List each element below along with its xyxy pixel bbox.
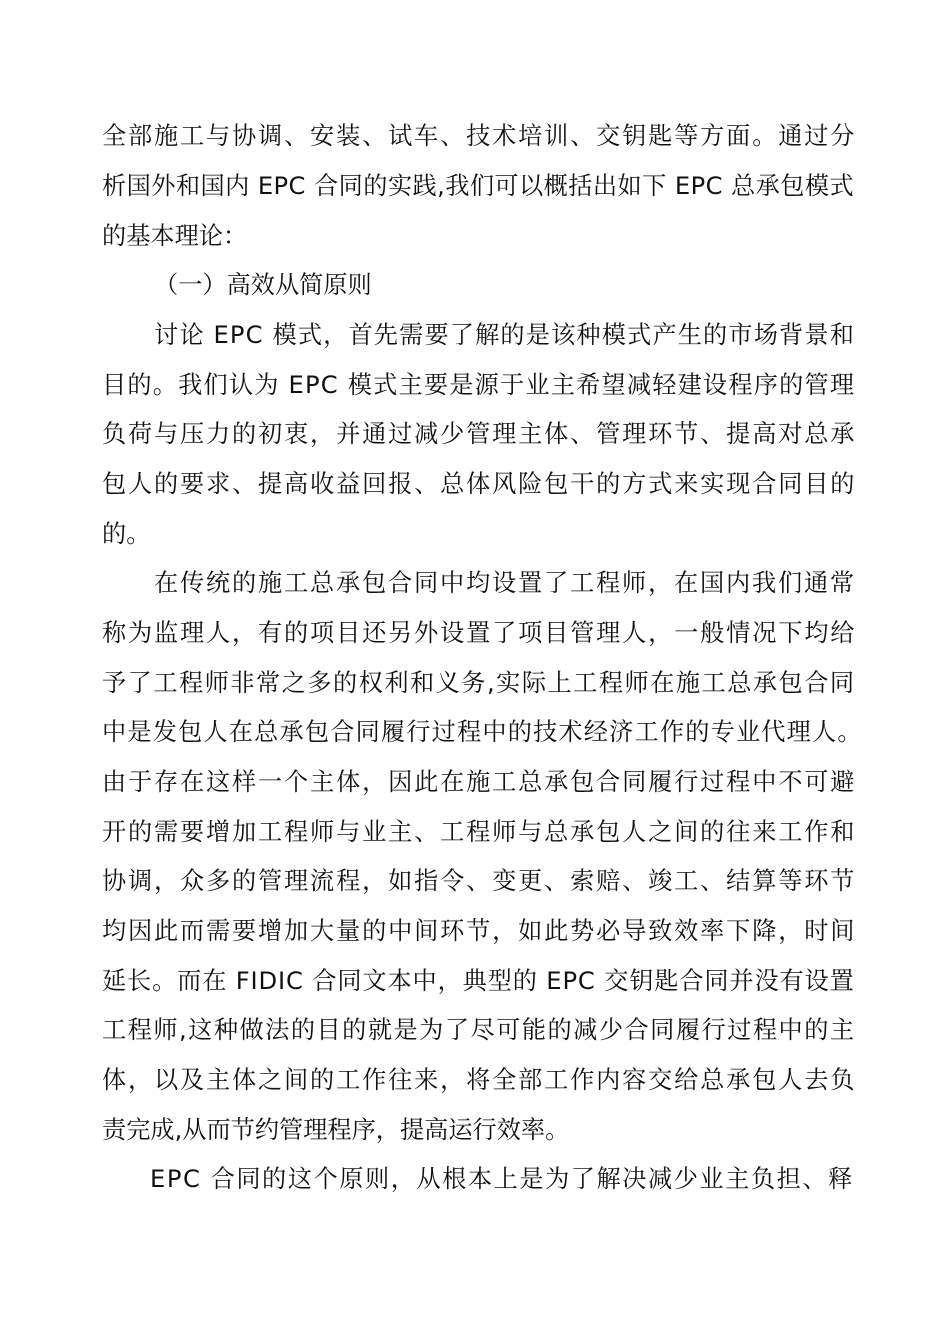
text-line: 包人的要求、提高收益回报、总体风险包干的方式来实现合同目的 bbox=[102, 470, 857, 498]
text-line: 目的。我们认为 EPC 模式主要是源于业主希望减轻建设程序的管理 bbox=[102, 371, 856, 399]
text-line: 开的需要增加工程师与业主、工程师与总承包人之间的往来工作和 bbox=[102, 818, 857, 846]
text-line: 全部施工与协调、安装、试车、技术培训、交钥匙等方面。通过分 bbox=[102, 122, 857, 150]
text-line: 称为监理人，有的项目还另外设置了项目管理人，一般情况下均给 bbox=[102, 619, 857, 647]
text-line: 责完成,从而节约管理程序，提高运行效率。 bbox=[102, 1116, 570, 1144]
text-line: 予了工程师非常之多的权利和义务,实际上工程师在施工总承包合同 bbox=[102, 669, 856, 697]
text-line: 讨论 EPC 模式，首先需要了解的是该种模式产生的市场背景和 bbox=[154, 321, 856, 349]
text-line: 均因此而需要增加大量的中间环节，如此势必导致效率下降，时间 bbox=[102, 917, 857, 945]
text-line: 由于存在这样一个主体，因此在施工总承包合同履行过程中不可避 bbox=[102, 768, 857, 796]
text-line: 析国外和国内 EPC 合同的实践,我们可以概括出如下 EPC 总承包模式 bbox=[102, 172, 855, 200]
text-line: 在传统的施工总承包合同中均设置了工程师，在国内我们通常 bbox=[154, 569, 856, 597]
text-line: 中是发包人在总承包合同履行过程中的技术经济工作的专业代理人。 bbox=[102, 718, 863, 746]
text-line: 延长。而在 FIDIC 合同文本中，典型的 EPC 交钥匙合同并没有设置 bbox=[102, 967, 855, 995]
text-line: 的基本理论： bbox=[102, 222, 248, 250]
section-heading: （一）高效从简原则 bbox=[154, 271, 372, 299]
text-line: 体，以及主体之间的工作往来，将全部工作内容交给总承包人去负 bbox=[102, 1066, 857, 1094]
text-line: 的。 bbox=[102, 520, 151, 548]
text-line: EPC 合同的这个原则，从根本上是为了解决减少业主负担、释 bbox=[150, 1165, 854, 1193]
text-line: 协调，众多的管理流程，如指令、变更、索赔、竣工、结算等环节 bbox=[102, 867, 857, 895]
text-line: 工程师,这种做法的目的就是为了尽可能的减少合同履行过程中的主 bbox=[102, 1016, 856, 1044]
text-line: 负荷与压力的初衷，并通过减少管理主体、管理环节、提高对总承 bbox=[102, 420, 857, 448]
